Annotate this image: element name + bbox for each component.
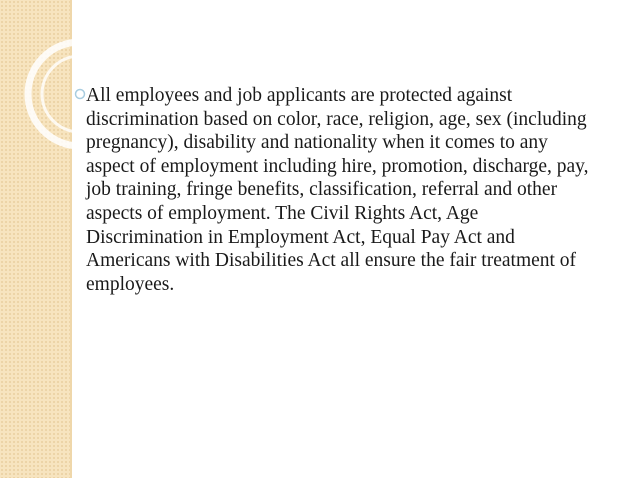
- body-paragraph: All employees and job applicants are protected against discrimination based on color, race, religion, age, sex (including pregnancy), disability and nationality when it comes to any aspect of employment including hire, promotion, discharge, pay, job training, fringe benefits, classification, referral and other aspects of employment. The Civil Rights Act, Age Discrimination in Employment Act, Equal Pay Act and Americans with Disabilities Act all ensure the fair treatment of employees.: [86, 85, 589, 295]
- bullet-dot-icon: [76, 90, 85, 99]
